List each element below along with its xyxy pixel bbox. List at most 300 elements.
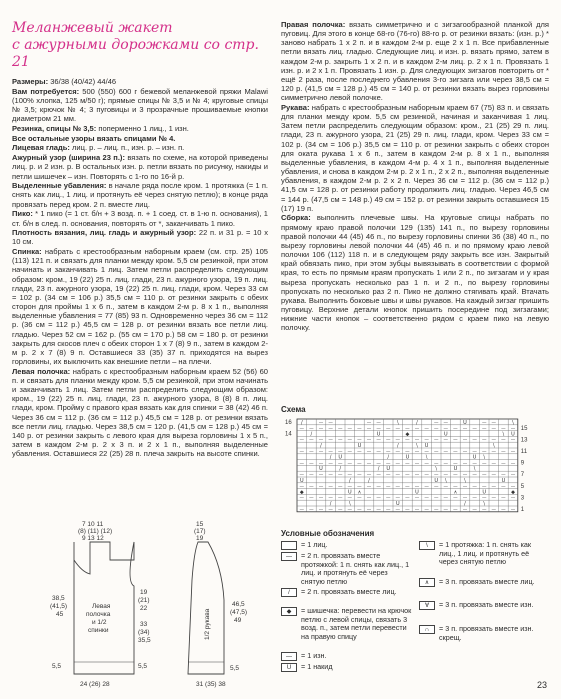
slip-knit-pass-icon: \: [419, 541, 435, 550]
chart-symbol: —: [443, 438, 449, 444]
chart-symbol: \: [425, 454, 428, 461]
chart-symbol: —: [347, 461, 353, 467]
chart-symbol: —: [433, 420, 439, 426]
chart-symbol: ∧: [357, 489, 362, 496]
chart-symbol: —: [405, 484, 410, 490]
chart-symbol: —: [318, 449, 324, 455]
chart-symbol: —: [414, 461, 420, 467]
needles-paragraph: Все остальные узоры вязать спицами № 4.: [12, 133, 176, 143]
chart-symbol: —: [376, 496, 381, 502]
chart-symbol: U: [357, 443, 362, 449]
chart-symbol: —: [357, 426, 362, 432]
chart-symbol: —: [443, 420, 449, 426]
chart-symbol: —: [385, 496, 391, 502]
chart-symbol: —: [481, 438, 487, 444]
chart-symbol: —: [501, 461, 506, 467]
right-column: [281, 20, 549, 333]
chart-symbol: —: [405, 426, 410, 432]
chart-symbol: /: [377, 466, 380, 473]
chart-symbol: U: [376, 431, 381, 438]
left-front-paragraph: Левая полочка: набрать с крестообразным наборным краем 52 (56) 60 п. и связать для планки между кром. 5,5 см резинкой, при этом начинать и заканчивать 1 лиц. Затем петли распределить следующим образом: кром., 19 (22) 25 п. лиц. глади, 23 п. ажурного узора, 8 (8) 8 п. лиц. глади, кром. Пройму с правого края вязать как для спинки = 38 (42) 46 п. Через 36 см = 112 р. (36 см = 112 р.) 45,5 см = 128 р. от резинки вязать все петли лиц. гладью. Через 38,5 см = 120 р. (41,5 см = 128 р.) 45 см = 140 р. от резинки закрыть с левого края для выреза горловины 1 х 5 п., затем в каждом 2-м р. 2 х 3 п. и 2 х 1 п., выполняя выделенные убавления. Оставшиеся 22 (25) 28 п. плеча закрыть на высоте спинки.: [12, 366, 268, 459]
top-measure-b: (8) (11) (12): [78, 528, 113, 535]
chart-symbol: —: [414, 449, 420, 455]
chart-symbol: —: [472, 461, 477, 467]
chart-symbol: —: [328, 420, 333, 426]
chart-symbol: —: [376, 461, 381, 467]
chart-symbol: —: [309, 449, 314, 455]
chart-symbol: —: [443, 473, 449, 478]
chart-symbol: —: [357, 484, 362, 490]
chart-symbol: —: [405, 507, 410, 513]
chart-symbol: —: [337, 507, 343, 513]
chart-symbol: \: [473, 466, 476, 473]
chart-symbol: —: [433, 484, 439, 490]
chart-symbol: —: [501, 473, 506, 478]
chart-symbol: —: [299, 449, 305, 455]
chart-symbol: —: [405, 461, 410, 467]
chart-symbol: —: [453, 473, 458, 478]
sleeve-length-measure: 46,5 (47,5) 49: [230, 601, 247, 624]
chart-symbol: —: [318, 461, 324, 467]
sleeves-paragraph: Рукава: набрать с крестообразным наборным краем 67 (75) 83 п. и связать для планки между кром. 5,5 см резинкой, начиная и заканчивая 1 лиц. Затем петли распределить следующим образом: кром., 21 (25) 29 п. лиц. глади, 23 п. ажурного узора, 21 (25) 29 п. лиц. глади, кром. Через 33 см = 102 р. (34 см = 106 р.) 35,5 см = 110 р. от резинки закрыть с обеих сторон для оката рукава 1 х 6 п., затем в каждом 2-м р. 8 х 1 п., выполняя выделенные убавления, в каждом 4-м р. 4 х 1 п., выполняя выделенные убавления, и снова в каждом 2-м р. 2 х 1 п., 2 х 2 п., выполняя выделенные убавления, в каждом 2-м р. 2 х 2 п. Через 36 см = 112 р. (36 см = 112 р.) 41,5 см = 128 р. от резинки работу продолжить лиц. гладью. Через 46,5 см = 144 р. (47,5 см = 148 р.) 49 см = 152 р. от резинки закрыть оставшиеся 15 (17) 19 п.: [281, 103, 549, 213]
chart-symbol: —: [328, 496, 333, 502]
chart-symbol: —: [491, 438, 497, 444]
chart-symbol: U: [405, 454, 410, 461]
chart-symbol: —: [395, 449, 401, 455]
chart-symbol: —: [481, 484, 487, 490]
chart-row-label-right: 5: [520, 483, 525, 490]
chart-symbol: \: [483, 501, 486, 507]
chart-symbol: —: [491, 426, 497, 432]
assembly-paragraph: Сборка: выполнить плечевые швы. На круговые спицы набрать по прямому краю правой полочки 129 (135) 141 п., по вырезу горловины правой полочки 44 (45) 46 п., по вырезу горловины спинки 36 (38) 40 п., по вырезу горловины левой полочки 44 (45) 46 п. и по прямому краю левой полочки 106 (112) 118 п. и в следующем ряду закрыть все изн. Закрытый край обвязать пико, при этом зубцы вывязывать в соответствии с формой края, то есть по прямым краям пропускать 1 или 2 п., по зигзагам и у края выреза пропускать несколько раз 1 п. и 2 п., по вырезу горловины пропускать по несколько раз 2 п. Пико не должно стягивать край. Втачать рукава. Выполнить боковые швы и швы рукавов. На каждый зигзаг пришить пуговицу. Верхние детали кнопок пришить посередине под зигзагами; нижние части кнопок – соответственно рядом с краем пико на левую полочку.: [281, 213, 549, 333]
chart-symbol: —: [366, 507, 372, 513]
chart-symbol: —: [347, 438, 353, 444]
front-width-measure: 24 (26) 28: [80, 681, 110, 688]
left-band-measure: 5,5: [52, 663, 62, 670]
top-measure-c: 9 13 12: [82, 535, 104, 542]
chart-row-label-right: 15: [520, 425, 528, 432]
chart-symbol: —: [337, 438, 343, 444]
chart-symbol: —: [299, 473, 305, 478]
right-front-paragraph: Правая полочка: вязать симметрично и с зигзагообразной планкой для пуговиц. Для этого в конце 68-го (76-го) 88-го р. от резинки вязать: (изн. р.) * заново набрать 1 х 2 п. и в каждом 2-м р. еще 2 х 1 п. Все прибавленные петли вязать лиц. гладью. Следующие лиц. и изн. р. вязать прямо, затем в каждом 2-м р. закрыть 1 х 2 п. и в каждом 2-м лиц. р. 2 х 1 п. Провязать 1 изн. р. и 2 х 1 п. Провязать 1 изн. р. Для следующих зигзагов повторить от * ещё 2 раза, после последнего убавления 3-го зигзага или через 38,5 см = 120 р. (41,5 см = 128 р.) 45 см = 140 р. от резинки вязать вырез горловины симметрично левой полочке.: [281, 20, 549, 103]
chart-symbol: /: [310, 431, 313, 438]
chart-symbol: /: [464, 501, 466, 507]
chart-symbol: —: [309, 484, 314, 490]
chart-symbol: /: [368, 477, 370, 484]
chart-symbol: —: [433, 496, 439, 502]
chart-symbol: —: [462, 496, 468, 502]
chart-symbol: —: [443, 484, 449, 490]
chart-symbol: —: [385, 484, 391, 490]
chart-symbol: —: [376, 420, 381, 426]
chart-symbol: —: [366, 449, 372, 455]
chart-symbol: —: [424, 449, 429, 455]
chart-symbol: /: [339, 466, 342, 473]
chart-symbol: ◆: [405, 431, 410, 438]
chart-symbol: —: [385, 438, 391, 444]
chart-symbol: —: [385, 449, 391, 455]
chart-symbol: \: [483, 454, 486, 461]
chart-symbol: —: [337, 426, 343, 432]
chart-symbol: ◆: [511, 489, 515, 496]
lace-chart: [281, 416, 549, 516]
chart-symbol: —: [491, 496, 497, 502]
chart-symbol: —: [357, 473, 362, 478]
picot-paragraph: Пико: * 1 пико (= 1 ст. б/н + 3 возд. п. + 1 соед. ст. в 1-ю п. основания), 1 ст. б/н в след. п. основания, повторять от *, заканчивать 1 пико.: [12, 209, 268, 228]
chart-symbol: U: [347, 489, 352, 496]
chart-symbol: —: [366, 484, 372, 490]
chart-symbol: —: [357, 438, 362, 444]
chart-symbol: —: [309, 496, 314, 502]
chart-symbol: —: [405, 438, 410, 444]
chart-symbol: —: [405, 449, 410, 455]
chart-row-label-right: 11: [520, 449, 528, 455]
rib-paragraph: Резинка, спицы № 3,5: поперменно 1 лиц., 1 изн.: [12, 123, 189, 133]
chart-row-label-right: 1: [520, 507, 525, 513]
chart-symbol: —: [472, 449, 477, 455]
chart-symbol: \: [512, 419, 514, 426]
lace-paragraph: Ажурный узор (ширина 23 п.): вязать по схеме, на которой приведены лиц. р. и 2 изн. р. В остальных изн. р. петли вязать по рисунку, накиды и петли шишечек – изн. Повторять с 1-го по 16-й р.: [12, 153, 268, 181]
decreases-paragraph: Выделенные убавления: в начале ряда после кром. 1 протяжка (= 1 п. снять как лиц., 1 лиц. и протянуть её через снятую петлю); в конце ряда провязать перед кром. 2 п. вместе лиц.: [12, 181, 268, 209]
page-number: 23: [536, 680, 547, 690]
chart-symbol: —: [433, 426, 439, 432]
chart-symbol: \: [348, 501, 351, 507]
chart-symbol: —: [376, 438, 381, 444]
chart-symbol: —: [481, 461, 487, 467]
chart-symbol: —: [510, 426, 516, 432]
front-label-4: спинки: [88, 627, 109, 634]
chart-symbol: —: [472, 473, 477, 478]
left-height-measure: 38,5 (41,5) 45: [50, 595, 67, 618]
chart-symbol: —: [453, 484, 458, 490]
chart-symbol: —: [347, 507, 353, 513]
chart-symbol: \: [435, 466, 438, 473]
chart-symbol: —: [395, 484, 401, 490]
chart-symbol: —: [376, 449, 381, 455]
chart-symbol: —: [481, 426, 487, 432]
chart-symbol: —: [347, 449, 353, 455]
chart-symbol: ∧: [453, 489, 458, 496]
chart-symbol: —: [414, 438, 420, 444]
chart-symbol: —: [443, 426, 449, 432]
chart-symbol: —: [443, 507, 449, 513]
chart-symbol: —: [510, 484, 516, 490]
chart-symbol: U: [482, 489, 487, 496]
chart-symbol: —: [453, 496, 458, 502]
chart-symbol: —: [510, 496, 516, 502]
chart-symbol: /: [300, 419, 303, 426]
chart-symbol: —: [395, 438, 401, 444]
chart-symbol: U: [338, 454, 343, 461]
chart-row-label-right: 13: [520, 437, 528, 444]
chart-symbol: —: [395, 461, 401, 467]
chart-symbol: —: [462, 426, 468, 432]
chart-symbol: —: [501, 484, 506, 490]
chart-symbol: \: [444, 477, 447, 484]
chart-row-label-right: 9: [520, 460, 525, 467]
chart-symbol: /: [348, 477, 351, 484]
chart-symbol: —: [347, 473, 353, 478]
chart-symbol: —: [357, 507, 362, 513]
front-band-measure: 5,5: [138, 663, 148, 670]
chart-symbol: —: [376, 507, 381, 513]
chart-symbol: U: [511, 431, 515, 438]
chart-row-label-left: 14: [285, 431, 292, 438]
chart-symbol: —: [472, 484, 477, 490]
back-paragraph: Спинка: набрать с крестообразным наборным краем (см. стр. 25) 105 (113) 121 п. и связать для планки между кром. 5,5 см резинкой, при этом начинать и заканчивать 1 лиц. Затем петли распределить следующим образом: кром., 19 (22) 25 п. лиц. глади, 23 п. ажурного узора, 19 п. лиц. глади, 23 п. ажурного узора, 19 (22) 25 п. лиц. глади, кром. Через 33 см = 102 р. (34 см = 106 р.) 35,5 см = 110 р. от резинки закрыть с обеих сторон для проймы 1 х 6 п., затем в каждом 2-м р. 8 х 1 п., выполняя выделенные убавления = 77 (85) 93 п. Одновременно через 36 см = 112 р. (36 см = 112 р.) 45,5 см = 128 р. от резинки вязать все петли лиц. гладью. Через 52 см = 162 р. (55 см = 170 р.) 58 см = 180 р. от резинки закрыть для скосов плеч с обеих сторон 1 х 7 (8) 9 п., затем в каждом 2-м р. 2 х 7 (8) 9 п. Оставшиеся 33 (35) 37 п. приходятся на вырез горловины, их выключить как внешние петли – на плечи.: [12, 247, 268, 367]
yarn-over-symbol-icon: U: [281, 663, 297, 672]
chart-symbol: —: [318, 438, 324, 444]
chart-symbol: U: [434, 477, 439, 484]
bobble-symbol-icon: ◆: [281, 607, 297, 616]
chart-row-label-left: 16: [285, 420, 292, 426]
chart-symbol: —: [510, 473, 516, 478]
sleeve-band-measure: 5,5: [230, 665, 240, 672]
chart-symbol: —: [337, 473, 343, 478]
chart-symbol: —: [385, 473, 391, 478]
chart-row-label-right: 7: [520, 472, 525, 479]
chart-symbol: —: [299, 438, 305, 444]
chart-symbol: —: [424, 496, 429, 502]
chart-symbol: —: [385, 461, 391, 467]
chart-symbol: —: [443, 449, 449, 455]
chart-symbol: —: [318, 420, 324, 426]
chart-symbol: —: [453, 426, 458, 432]
top-measure-a: 7 10 11: [82, 521, 104, 528]
chart-symbol: —: [414, 473, 420, 478]
chart-symbol: ◆: [299, 489, 304, 496]
article-title: Меланжевый жакет с ажурными дорожками со стр. 21: [12, 20, 259, 70]
chart-symbol: —: [462, 438, 468, 444]
chart-symbol: —: [433, 473, 439, 478]
chart-symbol: —: [433, 461, 439, 467]
chart-symbol: —: [337, 484, 343, 490]
sleeve-top-measure: 15 (17) 19: [194, 521, 206, 542]
p3tog-symbol-icon: ∀: [419, 601, 435, 610]
side-measure: 33 (34) 35,5: [138, 621, 151, 644]
chart-symbol: —: [337, 461, 343, 467]
chart-symbol: —: [357, 449, 362, 455]
chart-row-label-right: 3: [520, 495, 525, 502]
chart-symbol: —: [462, 461, 468, 467]
chart-symbol: —: [424, 438, 429, 444]
chart-symbol: —: [395, 507, 401, 513]
chart-symbol: U: [472, 454, 477, 461]
sleeve-label: 1/2 рукава: [204, 608, 211, 640]
chart-symbol: —: [414, 507, 420, 513]
chart-symbol: —: [385, 426, 391, 432]
chart-symbol: U: [453, 466, 458, 473]
chart-symbol: —: [318, 484, 324, 490]
chart-symbol: /: [329, 501, 332, 507]
chart-symbol: —: [328, 438, 333, 444]
chart-symbol: /: [416, 419, 418, 426]
chart-symbol: —: [318, 426, 324, 432]
chart-symbol: —: [385, 507, 391, 513]
sleeve-outline: [188, 542, 224, 674]
chart-symbol: —: [433, 438, 439, 444]
chart-symbol: —: [376, 473, 381, 478]
chart-symbol: —: [376, 484, 381, 490]
chart-symbol: —: [501, 496, 506, 502]
chart-symbol: —: [414, 496, 420, 502]
chart-symbol: /: [387, 454, 390, 461]
chart-symbol: —: [510, 438, 516, 444]
stockinette-paragraph: Лицевая гладь: лиц. р. – лиц. п., изн. р. – изн. п.: [12, 143, 185, 153]
chart-symbol: —: [491, 484, 497, 490]
chart-symbol: —: [347, 484, 353, 490]
chart-symbol: —: [328, 507, 333, 513]
chart-symbol: —: [366, 461, 372, 467]
chart-symbol: —: [309, 438, 314, 444]
k3tog-symbol-icon: ∧: [419, 578, 435, 587]
chart-symbol: —: [395, 496, 401, 502]
sizes-paragraph: Размеры: 36/38 (40/42) 44/46: [12, 77, 117, 86]
chart-symbol: —: [299, 461, 305, 467]
knit-symbol-icon: [281, 541, 297, 550]
chart-symbol: —: [510, 461, 516, 467]
legend: = 1 лиц. — = 2 п. провязать вместе протяжкой: 1 п. снять как лиц., 1 лиц. и протянуть её через снятую петлю / = 2 п. провязать вместе лиц. ◆ = шишечка: перевести на крючок петлю с левой спицы, связать 3 возд. п., затем петли перевести на правую спицу — = 1 изн. U = 1 накид \ = 1 протяжка: 1 п. снять как лиц., 1 лиц. и протянуть её через снятую петлю ∧ = 3 п. провязать вместе лиц. ∀ = 3 п. провязать вместе изн. ∩ = 3 п. провязать вместе изн. скрещ.: [281, 541, 549, 681]
chart-symbol: —: [491, 461, 497, 467]
chart-symbol: —: [491, 473, 497, 478]
chart-symbol: —: [491, 507, 497, 513]
chart-symbol: U: [395, 501, 400, 507]
chart-symbol: —: [366, 426, 372, 432]
chart-symbol: U: [415, 489, 419, 496]
gauge-paragraph: Плотность вязания, лиц. гладь и ажурный узор: 22 п. и 31 р. = 10 х 10 см.: [12, 228, 268, 247]
chart-symbol: —: [299, 484, 305, 490]
chart-symbol: —: [462, 449, 468, 455]
chart-symbol: —: [443, 461, 449, 467]
chart-symbol: U: [424, 443, 429, 449]
chart-symbol: —: [328, 426, 333, 432]
chart-symbol: \: [502, 431, 505, 438]
front-label-1: Левая: [92, 603, 111, 610]
chart-symbol: —: [481, 507, 487, 513]
armhole-measure: 19 (21) 22: [138, 589, 150, 612]
ssk-symbol-icon: —: [281, 552, 297, 561]
chart-symbol: —: [328, 484, 333, 490]
legend-title: Условные обозначения: [281, 529, 375, 538]
chart-symbol: —: [443, 496, 449, 502]
chart-symbol: U: [443, 431, 448, 438]
chart-symbol: —: [318, 507, 324, 513]
chart-symbol: —: [424, 461, 429, 467]
chart-symbol: —: [453, 507, 458, 513]
chart-symbol: /: [320, 443, 322, 449]
chart-symbol: —: [510, 449, 516, 455]
chart-symbol: /: [329, 454, 332, 461]
chart-symbol: —: [453, 438, 458, 444]
front-label-2: полочка: [86, 611, 111, 618]
chart-symbol: —: [453, 449, 458, 455]
chart-symbol: \: [492, 443, 495, 449]
chart-symbol: —: [462, 507, 468, 513]
chart-symbol: —: [501, 426, 506, 432]
chart-symbol: —: [366, 473, 372, 478]
chart-symbol: \: [464, 477, 466, 484]
purl-symbol-icon: —: [281, 652, 297, 661]
chart-symbol: —: [318, 473, 324, 478]
chart-symbol: —: [433, 449, 439, 455]
chart-symbol: —: [472, 438, 477, 444]
chart-symbol: —: [481, 473, 487, 478]
front-label-3: и 1/2: [92, 619, 107, 626]
chart-symbol: \: [396, 419, 399, 426]
materials-paragraph: Вам потребуется: 500 (550) 600 г бежевой меланжевой пряжи Malawi (100% хлопка, 125 м/50 г); прямые спицы № 3,5 и № 4; круговые спицы № 3,5; крючок № 4; 3 пуговицы и 3 прозрачные прошивaемые кнопки диаметром 21 мм.: [12, 86, 268, 124]
schema-title: Схема: [281, 405, 306, 414]
chart-symbol: —: [328, 473, 333, 478]
chart-symbol: —: [347, 426, 353, 432]
chart-symbol: —: [318, 496, 324, 502]
chart-symbol: —: [501, 507, 506, 513]
chart-symbol: —: [337, 449, 343, 455]
chart-symbol: —: [328, 449, 333, 455]
chart-symbol: —: [424, 426, 429, 432]
chart-symbol: \: [416, 443, 418, 449]
chart-symbol: —: [510, 507, 516, 513]
chart-symbol: —: [501, 438, 506, 444]
chart-symbol: —: [405, 496, 410, 502]
chart-symbol: —: [433, 507, 439, 513]
chart-symbol: U: [501, 477, 506, 484]
chart-symbol: —: [405, 473, 410, 478]
chart-symbol: —: [366, 496, 372, 502]
chart-symbol: —: [357, 496, 362, 502]
chart-symbol: U: [386, 466, 391, 473]
chart-symbol: —: [472, 426, 477, 432]
front-piece-label: [86, 603, 112, 634]
chart-symbol: —: [328, 461, 333, 467]
chart-symbol: —: [299, 496, 305, 502]
chart-symbol: —: [481, 449, 487, 455]
chart-symbol: —: [395, 426, 401, 432]
chart-symbol: —: [462, 473, 468, 478]
chart-symbol: —: [472, 496, 477, 502]
chart-symbol: —: [462, 484, 468, 490]
chart-symbol: —: [357, 461, 362, 467]
chart-symbol: —: [366, 438, 372, 444]
chart-symbol: —: [414, 426, 420, 432]
chart-symbol: U: [299, 477, 304, 484]
p3tog-tbl-symbol-icon: ∩: [419, 625, 435, 634]
chart-symbol: —: [309, 461, 314, 467]
chart-symbol: U: [319, 466, 323, 473]
chart-symbol: —: [453, 461, 458, 467]
garment-diagram: [12, 520, 268, 690]
chart-symbol: —: [481, 420, 487, 426]
sleeve-width-measure: 31 (35) 38: [196, 681, 226, 688]
chart-symbol: —: [424, 484, 429, 490]
chart-symbol: —: [414, 484, 420, 490]
chart-symbol: —: [491, 449, 497, 455]
chart-symbol: —: [501, 449, 506, 455]
chart-symbol: —: [491, 420, 497, 426]
chart-symbol: —: [472, 507, 477, 513]
chart-symbol: —: [376, 426, 381, 432]
chart-symbol: —: [309, 426, 314, 432]
chart-symbol: —: [309, 507, 314, 513]
chart-symbol: —: [309, 473, 314, 478]
chart-symbol: —: [337, 496, 343, 502]
chart-symbol: —: [366, 420, 372, 426]
chart-symbol: —: [299, 507, 305, 513]
chart-symbol: U: [463, 419, 467, 426]
chart-symbol: —: [299, 426, 305, 432]
chart-symbol: —: [481, 496, 487, 502]
chart-symbol: —: [424, 507, 429, 513]
chart-symbol: —: [347, 496, 353, 502]
